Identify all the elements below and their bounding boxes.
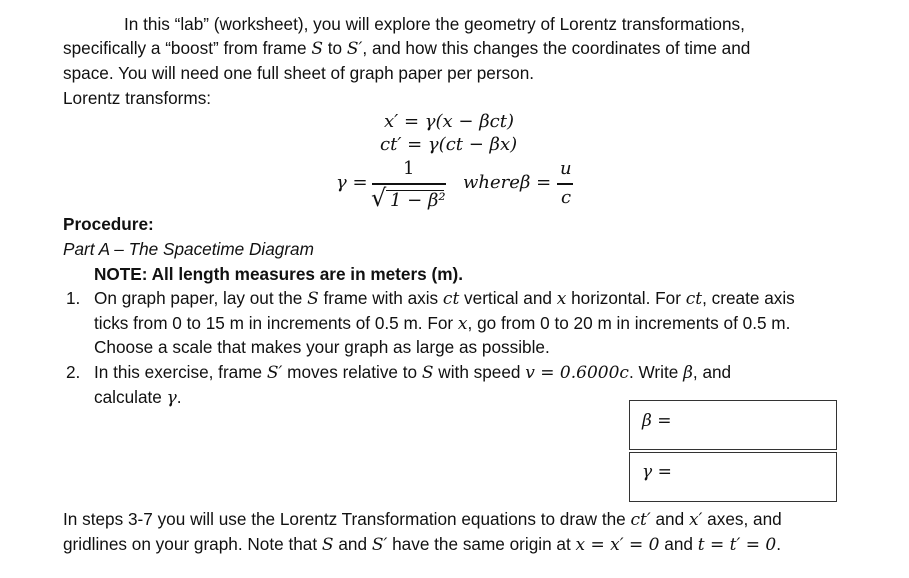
note-meters: NOTE: All length measures are in meters (m). bbox=[94, 264, 463, 284]
intro-text: , and how this changes the coordinates of time and bbox=[362, 38, 751, 58]
gamma-lhs: γ = bbox=[336, 172, 368, 193]
step-1-line-3: Choose a scale that makes your graph as large as possible. bbox=[94, 337, 550, 357]
where-text: where bbox=[463, 172, 520, 193]
beta-lhs: β = bbox=[520, 172, 552, 193]
step-1-line-1: On graph paper, lay out the S frame with axis ct vertical and x horizontal. For ct, create axis bbox=[94, 288, 795, 309]
equation-x-prime: x′ = γ(x − βct) bbox=[384, 111, 514, 132]
step-1-number: 1. bbox=[66, 288, 81, 308]
gamma-numerator: 1 bbox=[403, 158, 415, 179]
step-2-number: 2. bbox=[66, 362, 81, 382]
intro-line-1: In this “lab” (worksheet), you will explore the geometry of Lorentz transformations, bbox=[124, 14, 745, 34]
intro-text: specifically a “boost” from frame bbox=[63, 38, 312, 58]
beta-answer-label: β = bbox=[642, 411, 672, 431]
equation-ct-prime: ct′ = γ(ct − βx) bbox=[380, 134, 518, 155]
gamma-answer-box[interactable] bbox=[629, 452, 837, 502]
intro-line-2 bbox=[63, 36, 750, 61]
gamma-answer-label: γ = bbox=[642, 462, 672, 482]
sqrt-icon: √ bbox=[371, 184, 387, 212]
footer-line-2: gridlines on your graph. Note that S and S′ have the same origin at x = x′ = 0 and t = t′ = 0. bbox=[63, 534, 781, 555]
frame-s: S bbox=[311, 39, 323, 59]
footer-line-1: In steps 3-7 you will use the Lorentz Transformation equations to draw the ct′ and x′ axes, and bbox=[63, 509, 782, 530]
beta-answer-box[interactable] bbox=[629, 400, 837, 450]
step-1-line-2: ticks from 0 to 15 m in increments of 0.5 m. For x, go from 0 to 20 m in increments of 0.5 m. bbox=[94, 313, 791, 334]
intro-line-3: space. You will need one full sheet of graph paper per person. bbox=[63, 63, 535, 83]
part-a-heading: Part A – The Spacetime Diagram bbox=[63, 239, 314, 259]
lorentz-transforms-label: Lorentz transforms: bbox=[63, 88, 212, 108]
frame-s-prime: S′ bbox=[346, 39, 363, 59]
gamma-denominator: 1 − β² bbox=[390, 190, 446, 211]
beta-fraction-bar bbox=[557, 183, 573, 185]
step-2-line-2: calculate γ. bbox=[94, 387, 182, 408]
beta-denominator: c bbox=[561, 187, 572, 208]
procedure-heading: Procedure: bbox=[63, 214, 154, 234]
step-2-line-1: In this exercise, frame S′ moves relative to S with speed v = 0.6000c. Write β, and bbox=[94, 362, 732, 383]
intro-text: to bbox=[323, 38, 347, 58]
beta-numerator: u bbox=[560, 158, 572, 179]
